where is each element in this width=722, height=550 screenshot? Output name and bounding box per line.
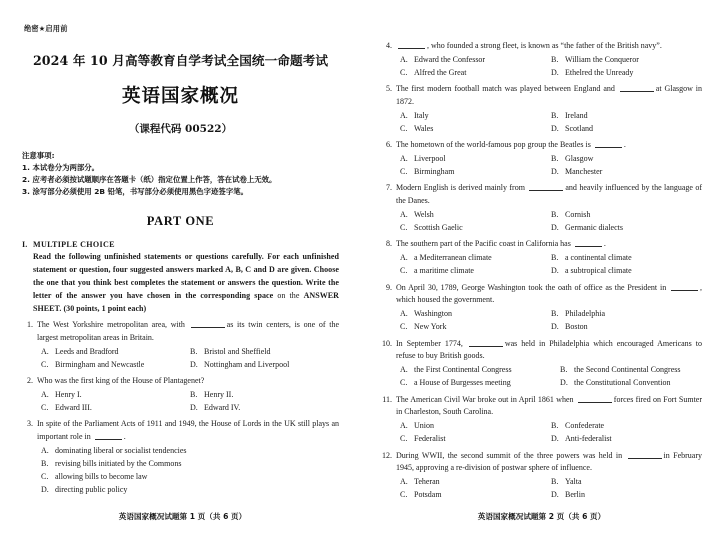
section-title: MULTIPLE CHOICE [33,239,115,249]
option-text: Edward IV. [204,402,241,412]
exam-page-2 [361,0,722,550]
directions-answer-sheet: ANSWER SHEET. [33,290,339,313]
answer-option[interactable] [41,389,190,402]
option-text: Leeds and Bradford [55,346,119,356]
option-row [400,222,702,235]
option-row [41,359,339,372]
option-row [400,252,702,265]
question-stem-row [381,139,702,152]
option-text: William the Conqueror [565,54,639,64]
option-text: Alfred the Great [414,67,467,77]
answer-option[interactable] [400,489,551,502]
option-text: Manchester [565,166,603,176]
option-letter: D. [190,359,198,369]
question-number: 6. [386,140,392,150]
option-text: Liverpool [414,154,446,163]
option-letter: C. [400,222,408,232]
option-letter: C. [400,490,408,500]
option-letter: D. [551,222,559,232]
stem-text-before-blank: On April 30, 1789, George Washington took the oath of office as the President in [396,282,667,292]
stem-text-before-blank: The American Civil War broke out in April 1861 when [396,394,574,404]
option-text: Ireland [565,110,588,120]
answer-option[interactable] [551,433,702,446]
option-letter: C. [400,378,408,388]
answer-option[interactable] [190,389,339,402]
stem-text-before-blank: Modern English is derived mainly from [396,183,525,193]
note-item: 2. 应考者必须按试题顺序在答题卡（纸）指定位置上作答，答在试卷上无效。 [22,174,277,184]
option-letter: B. [190,346,198,356]
option-list [381,476,702,502]
option-row [400,67,702,80]
option-row [41,402,339,415]
option-text: Confederate [565,421,605,431]
answer-option[interactable] [400,110,551,123]
option-letter: A. [400,154,408,163]
option-text: the Second Continental Congress [574,365,681,375]
answer-option[interactable] [400,364,560,377]
question-stem [37,418,339,444]
question-number: 9. [386,282,392,292]
option-letter: C. [400,266,408,276]
answer-option[interactable] [551,222,702,235]
question-stem [396,83,702,109]
option-list [381,420,702,446]
question-number: 4. [386,41,392,50]
option-list [381,54,702,80]
option-text: Henry I. [55,390,82,399]
question-stem-row [381,394,702,420]
option-text: Washington [414,309,453,319]
stem-text-before-blank: The first modern football match was played between England and [396,84,615,94]
option-text: New York [414,322,447,332]
answer-option[interactable] [41,402,190,415]
option-letter: A. [41,446,49,455]
answer-blank [595,147,622,148]
section-number: I. [22,239,28,249]
notes-heading: 注意事项: [22,151,55,160]
question-stem [396,40,702,53]
answer-option[interactable] [551,153,702,166]
secrecy-mark: 绝密★启用前 [24,24,68,33]
course-code: （课程代码 00522） [128,123,233,135]
stem-text-before-blank: In September 1774, [396,338,463,348]
answer-option[interactable] [190,359,339,372]
question-item [381,83,702,136]
answer-blank [398,48,425,49]
option-row [41,484,339,497]
option-letter: D. [551,123,559,133]
question-item [381,238,702,278]
question-number: 2. [27,376,33,386]
option-text: Welsh [414,210,434,219]
answer-option[interactable] [551,110,702,123]
option-text: Yalta [565,477,582,487]
answer-option[interactable] [41,359,190,372]
question-item [381,182,702,235]
question-stem [396,139,702,152]
option-letter: A. [400,365,408,375]
option-text: Bristol and Sheffield [204,346,271,356]
option-row [41,471,339,484]
option-letter: D. [551,490,559,500]
stem-text-after-blank: , who founded a strong fleet, is known as “the father of the British navy”. [427,41,662,50]
question-number: 7. [386,183,392,193]
option-letter: B. [551,110,559,120]
option-list [22,389,339,415]
answer-option[interactable] [400,153,551,166]
question-stem-row [381,338,702,364]
option-text: a Mediterranean climate [414,253,492,263]
question-stem-row [381,83,702,109]
question-number: 11. [382,394,392,404]
question-stem-row [22,375,339,388]
option-text: Germanic dialects [565,222,623,232]
option-letter: A. [400,253,408,263]
question-item [22,319,339,372]
question-stem-row [381,450,702,476]
question-number: 10. [382,338,392,348]
option-text: Teheran [414,477,440,487]
answer-option[interactable] [400,433,551,446]
answer-blank [628,458,662,459]
option-row [400,166,702,179]
option-row [41,458,339,471]
option-row [400,377,702,390]
option-letter: A. [400,477,408,487]
directions-points: (30 points, 1 point each) [61,303,147,313]
question-item [22,418,339,496]
stem-text-before-blank: In spite of the Parliament Acts of 1911 and 1949, the House of Lords in the UK still plays an important role in [37,419,339,442]
question-stem-row [22,418,339,444]
option-row [400,433,702,446]
question-number: 12. [382,450,392,460]
question-stem [37,375,339,388]
option-letter: A. [400,309,408,319]
option-letter: A. [400,210,408,219]
option-letter: B. [551,210,559,219]
option-letter: D. [190,402,198,412]
answer-option[interactable] [400,209,551,222]
stem-text-after-blank: , which housed the government. [396,282,703,305]
option-letter: B. [560,365,568,375]
answer-option[interactable] [551,166,702,179]
stem-text-after-blank: . [123,432,126,442]
option-letter: C. [41,359,49,369]
option-letter: D. [41,484,49,494]
option-text: the First Continental Congress [414,365,512,375]
option-text: Edward III. [55,402,92,412]
option-text: Birmingham [414,166,455,176]
answer-option[interactable] [551,123,702,136]
page-footer: 英语国家概况试题第 2 页（共 6 页） [477,512,606,521]
answer-option[interactable] [400,321,551,334]
option-row [400,476,702,489]
option-letter: C. [400,123,408,133]
exam-notes [22,150,339,198]
question-list-page-1 [22,319,339,497]
option-row [400,364,702,377]
option-letter: B. [551,253,559,263]
answer-option[interactable] [400,123,551,136]
question-item [381,394,702,447]
question-item [381,450,702,503]
option-row [400,209,702,222]
stem-text-after-blank: was held in Philadelphia which encouraged Americans to refuse to buy British goods. [396,338,702,361]
option-text: a subtropical climate [565,266,632,276]
option-letter: D. [551,322,559,332]
option-row [400,123,702,136]
option-letter: A. [400,421,408,431]
answer-option[interactable] [400,222,551,235]
question-stem-row [381,238,702,251]
page-footer: 英语国家概况试题第 1 页（共 6 页） [118,512,247,521]
option-text: Edward the Confessor [414,54,486,64]
question-stem [396,394,702,420]
question-item [22,375,339,415]
option-text: Henry II. [204,390,234,399]
answer-option[interactable] [400,252,551,265]
option-row [400,54,702,67]
question-stem [396,338,702,364]
option-list [381,308,702,334]
stem-text-before-blank: Who was the first king of the House of Plantagenet? [37,376,205,386]
stem-text-after-blank: . [603,239,606,249]
answer-option[interactable] [190,402,339,415]
stem-text-after-blank: forces fired on Fort Sumter in Charleston, South Carolina. [396,394,703,417]
answer-option[interactable] [551,321,702,334]
option-row [400,308,702,321]
stem-text-before-blank: The southern part of the Pacific coast in California has [396,239,571,249]
option-letter: B. [551,54,559,64]
exam-session-line: 2024 年 10 月高等教育自学考试全国统一命题考试 [32,53,329,68]
stem-text-before-blank: The hometown of the world-famous pop group the Beatles is [396,140,591,150]
stem-text-after-blank: . [623,140,626,150]
option-letter: B. [190,390,198,399]
question-list-page-2 [381,40,702,502]
directions-main: Read the following unfinished statements or questions carefully. For each unfinished statement or question, four suggested answers marked A, B, C and D are given. Choose the one that you think best completes the statement or answers the question. Write the letter of the answer you have chosen in the corresponding space [33,251,339,300]
answer-blank [529,190,563,191]
option-text: a continental climate [565,253,632,263]
answer-option[interactable] [551,265,702,278]
question-item [381,338,702,391]
stem-text-after-blank: as its twin centers, is one of the largest metropolitan areas in Britain. [37,320,340,342]
question-stem-row [22,319,339,345]
exam-title: 英语国家概况 [121,86,239,107]
answer-option[interactable] [41,445,339,458]
option-row [400,153,702,166]
option-letter: B. [41,458,49,468]
option-list [381,153,702,179]
option-row [400,110,702,123]
option-letter: B. [551,154,559,163]
answer-blank [191,327,225,328]
note-item: 1. 本试卷分为两部分。 [22,162,100,172]
answer-option[interactable] [41,458,339,471]
answer-blank [469,346,503,347]
stem-text-after-blank: and heavily influenced by the language of the Danes. [396,183,703,206]
stem-text-after-blank: in February 1945, approving a re-division of postwar sphere of influence. [396,450,702,473]
answer-blank [95,439,122,440]
stem-text-before-blank: The West Yorkshire metropolitan area, with [37,320,185,330]
question-stem [396,182,702,208]
option-text: allowing bills to become law [55,471,148,481]
answer-option[interactable] [551,489,702,502]
option-row [400,420,702,433]
option-text: Union [414,421,434,431]
answer-option[interactable] [400,377,560,390]
option-list [22,445,339,497]
option-row [41,346,339,359]
option-text: Birmingham and Newcastle [55,359,145,369]
answer-option[interactable] [400,265,551,278]
option-text: Scottish Gaelic [414,222,463,232]
option-letter: C. [400,322,408,332]
answer-option[interactable] [400,476,551,489]
option-text: a House of Burgesses meeting [414,378,511,388]
option-text: a maritime climate [414,266,474,276]
option-letter: A. [41,346,49,356]
answer-blank [575,246,602,247]
option-text: Wales [414,123,434,133]
question-number: 5. [386,84,392,94]
option-text: directing public policy [55,484,128,494]
option-list [381,364,702,390]
section-directions [22,251,339,316]
option-text: Potsdam [414,490,442,500]
answer-option[interactable] [560,377,702,390]
option-letter: D. [560,378,568,388]
option-letter: B. [551,421,559,431]
question-number: 8. [386,239,392,249]
option-list [381,252,702,278]
page-2-body [381,40,702,510]
option-letter: D. [551,166,559,176]
option-text: Scotland [565,123,593,133]
answer-option[interactable] [41,471,339,484]
note-item: 3. 涂写部分必须使用 2B 铅笔，书写部分必须使用黑色字迹签字笔。 [22,186,248,196]
option-letter: D. [551,67,559,77]
option-list [381,209,702,235]
stem-text-after-blank: at Glasgow in 1872. [396,84,703,106]
question-item [381,139,702,179]
option-text: Ethelred the Unready [565,67,634,77]
answer-option[interactable] [400,67,551,80]
option-list [22,346,339,372]
option-text: Berlin [565,490,585,500]
option-letter: A. [41,390,49,399]
answer-option[interactable] [400,54,551,67]
option-text: Nottingham and Liverpool [204,359,290,369]
question-number: 1. [27,320,33,330]
answer-option[interactable] [560,364,702,377]
option-letter: A. [400,54,408,64]
option-text: Glasgow [565,154,594,163]
option-text: revising bills initiated by the Commons [55,458,182,468]
answer-option[interactable] [551,308,702,321]
option-letter: A. [400,110,408,120]
option-text: Boston [565,322,588,332]
option-text: Cornish [565,210,591,219]
option-letter: B. [551,477,559,487]
question-item [381,40,702,80]
option-text: the Constitutional Convention [574,378,671,388]
question-stem [37,319,339,345]
section-heading [22,240,339,249]
option-row [400,265,702,278]
answer-option[interactable] [551,420,702,433]
question-stem [396,450,702,476]
question-item [381,282,702,335]
option-text: dominating liberal or socialist tendencies [55,446,187,455]
answer-option[interactable] [551,209,702,222]
option-row [41,389,339,402]
option-letter: D. [551,434,559,444]
answer-option[interactable] [41,346,190,359]
question-stem-row [381,40,702,53]
answer-blank [620,91,654,92]
option-letter: B. [551,309,559,319]
option-text: Anti-federalist [565,434,612,444]
answer-blank [578,402,612,403]
option-letter: C. [400,67,408,77]
answer-option[interactable] [400,308,551,321]
answer-option[interactable] [551,67,702,80]
option-letter: C. [400,166,408,176]
answer-option[interactable] [190,346,339,359]
answer-option[interactable] [400,166,551,179]
question-stem [396,238,702,251]
option-text: Italy [414,110,429,120]
option-list [381,110,702,136]
option-letter: C. [400,434,408,444]
part-one-heading: PART ONE [146,213,215,228]
directions-tail: on the [273,290,304,300]
option-text: Federalist [414,434,446,444]
answer-option[interactable] [551,54,702,67]
answer-blank [671,290,698,291]
option-row [41,445,339,458]
option-letter: C. [41,471,49,481]
answer-option[interactable] [41,484,339,497]
option-letter: D. [551,266,559,276]
option-letter: C. [41,402,49,412]
answer-option[interactable] [551,476,702,489]
question-number: 3. [27,419,33,429]
option-text: Philadelphia [565,309,605,319]
question-stem [396,282,702,308]
option-row [400,489,702,502]
question-stem-row [381,282,702,308]
stem-text-before-blank: During WWII, the second summit of the three powers was held in [396,450,623,460]
answer-option[interactable] [551,252,702,265]
question-stem-row [381,182,702,208]
option-row [400,321,702,334]
answer-option[interactable] [400,420,551,433]
